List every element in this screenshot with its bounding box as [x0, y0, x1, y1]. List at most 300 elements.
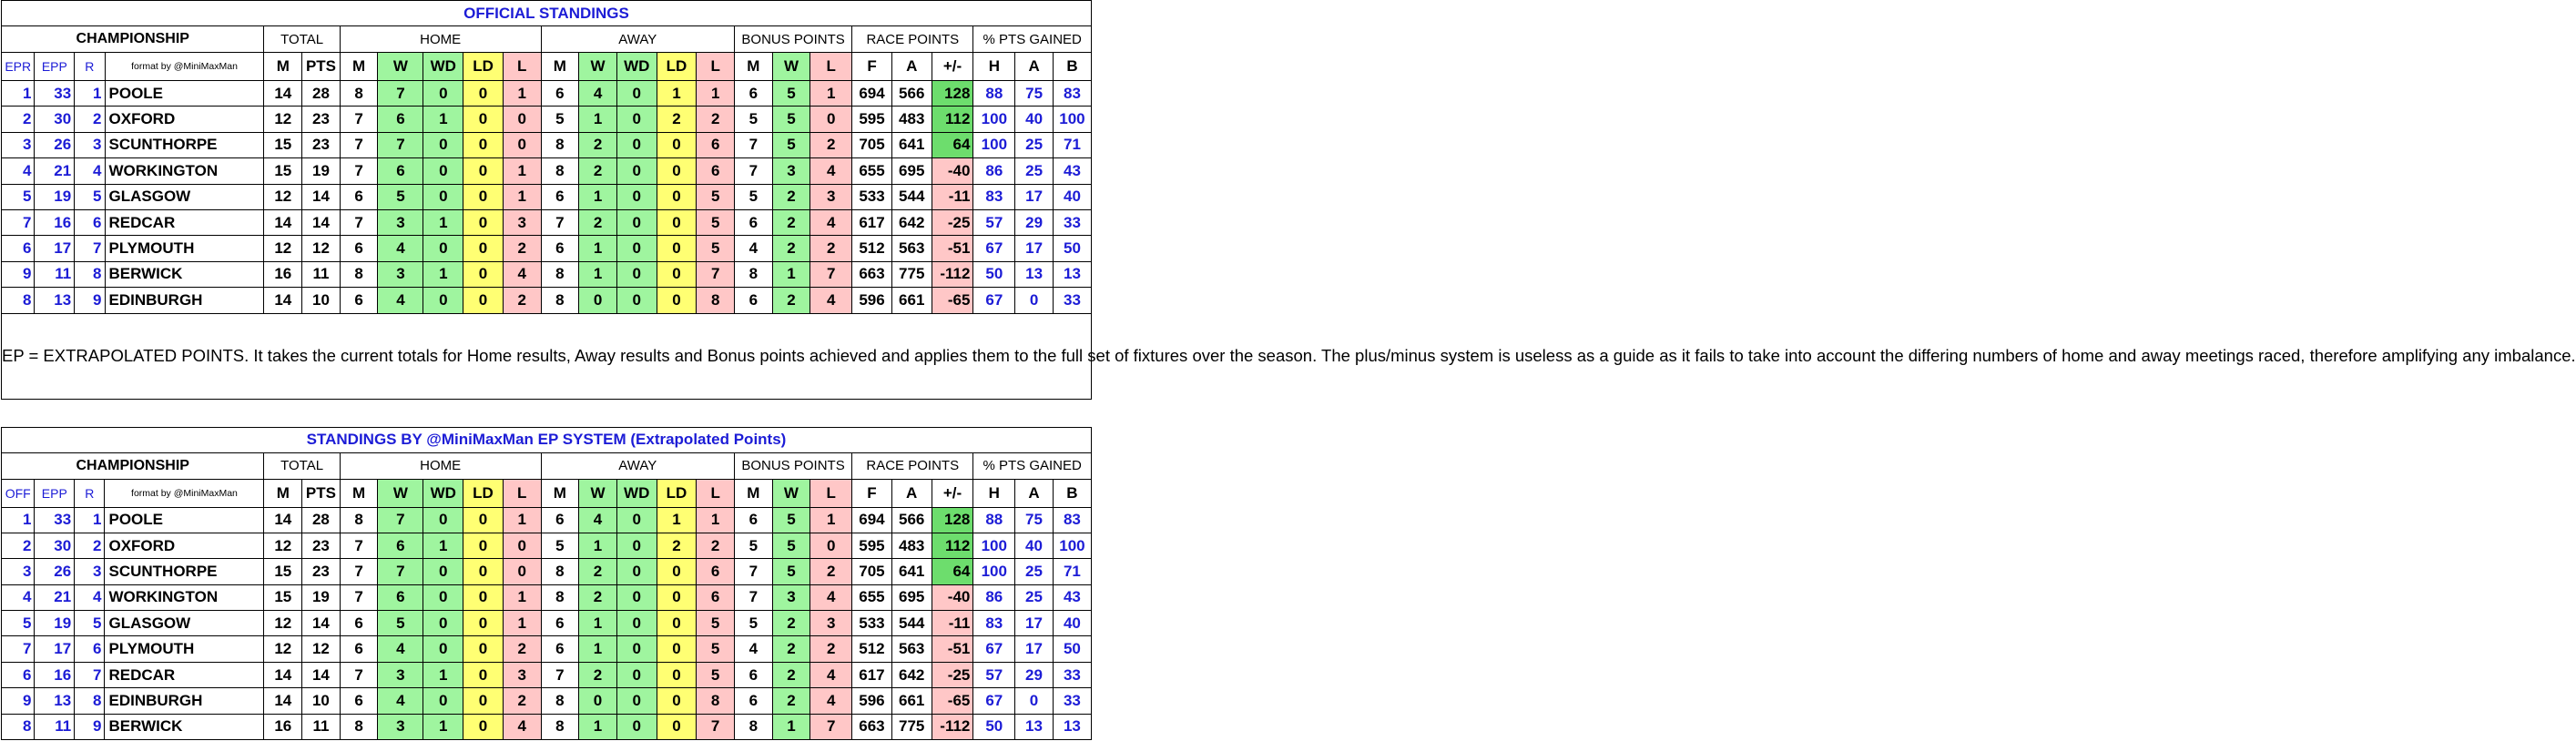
- cell: 0: [657, 236, 697, 261]
- cell: 12: [302, 236, 341, 261]
- cell: 0: [423, 611, 463, 636]
- cell: 100: [1053, 107, 1091, 132]
- cell: 71: [1053, 559, 1091, 584]
- cell: 2: [503, 236, 541, 261]
- cell: 8: [541, 559, 579, 584]
- column-header: F: [852, 53, 892, 81]
- cell: 43: [1053, 158, 1091, 184]
- cell: 544: [891, 611, 932, 636]
- cell: 0: [616, 261, 657, 287]
- cell: 2: [75, 107, 105, 132]
- cell: 6: [734, 507, 772, 533]
- cell: 2: [697, 533, 735, 558]
- cell: 23: [302, 533, 341, 558]
- header-championship: CHAMPIONSHIP: [2, 452, 264, 479]
- cell: 3: [378, 209, 423, 235]
- cell: 661: [891, 288, 932, 313]
- cell: 0: [810, 107, 852, 132]
- cell: 1: [810, 81, 852, 107]
- cell: 23: [302, 107, 341, 132]
- table-row: [2, 507, 1092, 533]
- cell: 3: [378, 662, 423, 687]
- cell: 15: [264, 132, 302, 157]
- cell: 2: [772, 688, 810, 714]
- cell: 6: [340, 236, 378, 261]
- cell: 3: [772, 584, 810, 610]
- cell: 3: [2, 132, 35, 157]
- cell: 17: [1015, 636, 1054, 662]
- cell: 1: [75, 81, 105, 107]
- cell: 6: [541, 184, 579, 209]
- cell: 2: [810, 636, 852, 662]
- cell: 6: [340, 636, 378, 662]
- cell: 7: [340, 209, 378, 235]
- team-name: OXFORD: [105, 533, 264, 558]
- cell: 512: [852, 636, 892, 662]
- header-away: AWAY: [541, 26, 734, 53]
- cell: 0: [579, 688, 617, 714]
- cell: 566: [891, 507, 932, 533]
- cell: 15: [264, 158, 302, 184]
- cell: 1: [697, 81, 735, 107]
- cell: 5: [697, 209, 735, 235]
- column-header: M: [541, 53, 579, 81]
- cell: 8: [75, 688, 105, 714]
- cell: 86: [973, 584, 1015, 610]
- cell: 7: [378, 132, 423, 157]
- cell: 11: [302, 714, 341, 739]
- team-name: WORKINGTON: [105, 584, 264, 610]
- cell: 1: [657, 507, 697, 533]
- cell: 67: [973, 236, 1015, 261]
- cell: 4: [2, 158, 35, 184]
- column-header: M: [264, 479, 302, 507]
- cell: 694: [852, 81, 892, 107]
- cell: 0: [463, 288, 504, 313]
- cell: 13: [1015, 714, 1054, 739]
- cell: 4: [810, 158, 852, 184]
- cell: 26: [35, 559, 75, 584]
- cell: 0: [616, 107, 657, 132]
- cell: 1: [503, 507, 541, 533]
- cell: 25: [1015, 584, 1054, 610]
- cell: 1: [579, 261, 617, 287]
- column-header: A: [1015, 479, 1054, 507]
- cell: 3: [810, 611, 852, 636]
- table-row: [2, 584, 1092, 610]
- cell: 33: [35, 81, 75, 107]
- table-row: [2, 158, 1092, 184]
- cell: -11: [932, 611, 973, 636]
- team-name: EDINBURGH: [105, 688, 264, 714]
- team-name: OXFORD: [105, 107, 264, 132]
- cell: 2: [810, 132, 852, 157]
- cell: 67: [973, 636, 1015, 662]
- cell: 641: [891, 559, 932, 584]
- cell: 0: [423, 584, 463, 610]
- cell: 655: [852, 584, 892, 610]
- cell: 1: [75, 507, 105, 533]
- column-header: WD: [616, 53, 657, 81]
- cell: 0: [463, 132, 504, 157]
- cell: 0: [503, 107, 541, 132]
- cell: 4: [810, 584, 852, 610]
- cell: 128: [932, 507, 973, 533]
- cell: 1: [2, 507, 35, 533]
- header-home: HOME: [340, 26, 541, 53]
- cell: 663: [852, 714, 892, 739]
- cell: 0: [423, 236, 463, 261]
- cell: 0: [616, 636, 657, 662]
- cell: 0: [463, 209, 504, 235]
- cell: 3: [378, 714, 423, 739]
- cell: 3: [503, 209, 541, 235]
- cell: 12: [264, 611, 302, 636]
- cell: 2: [75, 533, 105, 558]
- cell: 0: [616, 209, 657, 235]
- cell: 5: [697, 662, 735, 687]
- cell: 0: [423, 688, 463, 714]
- cell: 6: [378, 533, 423, 558]
- cell: 0: [463, 81, 504, 107]
- cell: 641: [891, 132, 932, 157]
- cell: 7: [340, 559, 378, 584]
- cell: 40: [1015, 107, 1054, 132]
- team-name: PLYMOUTH: [105, 236, 264, 261]
- cell: 1: [503, 584, 541, 610]
- team-name: POOLE: [105, 81, 264, 107]
- cell: 7: [734, 584, 772, 610]
- cell: 112: [932, 107, 973, 132]
- cell: 15: [264, 559, 302, 584]
- cell: 21: [35, 584, 75, 610]
- table-title: STANDINGS BY @MiniMaxMan EP SYSTEM (Extrapolated Points): [2, 427, 1092, 452]
- cell: 0: [1015, 688, 1054, 714]
- cell: 12: [264, 184, 302, 209]
- cell: 8: [541, 132, 579, 157]
- table-spacer: [0, 400, 1093, 427]
- table-row: [2, 81, 1092, 107]
- cell: 8: [541, 158, 579, 184]
- cell: 1: [423, 662, 463, 687]
- cell: 6: [378, 584, 423, 610]
- column-header: M: [734, 479, 772, 507]
- cell: 12: [264, 107, 302, 132]
- cell: 7: [340, 662, 378, 687]
- cell: 663: [852, 261, 892, 287]
- cell: 1: [657, 81, 697, 107]
- cell: 13: [1053, 714, 1091, 739]
- cell: 57: [973, 662, 1015, 687]
- cell: 100: [973, 107, 1015, 132]
- cell: 2: [2, 533, 35, 558]
- cell: 5: [772, 507, 810, 533]
- cell: 695: [891, 584, 932, 610]
- cell: 6: [697, 559, 735, 584]
- cell: 100: [973, 533, 1015, 558]
- cell: 6: [735, 81, 773, 107]
- cell: 0: [657, 611, 697, 636]
- cell: 14: [302, 662, 341, 687]
- cell: 1: [579, 714, 617, 739]
- cell: 4: [735, 236, 773, 261]
- team-name: REDCAR: [105, 209, 264, 235]
- table-row: [2, 688, 1092, 714]
- cell: 1: [423, 533, 463, 558]
- cell: 5: [2, 611, 35, 636]
- cell: 0: [657, 132, 697, 157]
- cell: 28: [302, 81, 341, 107]
- column-header: M: [340, 479, 378, 507]
- cell: 14: [264, 81, 302, 107]
- cell: 9: [2, 261, 35, 287]
- cell: 2: [503, 288, 541, 313]
- cell: 10: [302, 688, 341, 714]
- column-header: W: [378, 479, 423, 507]
- cell: 17: [35, 636, 75, 662]
- cell: 83: [973, 184, 1015, 209]
- cell: 16: [35, 209, 75, 235]
- cell: 11: [35, 714, 75, 739]
- table-row: [2, 636, 1092, 662]
- cell: 0: [810, 533, 852, 558]
- table-row: [2, 132, 1092, 157]
- cell: 40: [1015, 533, 1054, 558]
- cell: 5: [75, 611, 105, 636]
- cell: 30: [35, 533, 75, 558]
- cell: 7: [810, 714, 852, 739]
- cell: -25: [932, 662, 973, 687]
- cell: 2: [772, 636, 810, 662]
- cell: 100: [973, 132, 1015, 157]
- cell: 0: [616, 584, 657, 610]
- cell: 8: [75, 261, 105, 287]
- table-row: [2, 714, 1092, 739]
- cell: 12: [264, 636, 302, 662]
- cell: 5: [2, 184, 35, 209]
- cell: 6: [734, 688, 772, 714]
- cell: 23: [302, 132, 341, 157]
- cell: 100: [1053, 533, 1091, 558]
- table-row: [2, 261, 1092, 287]
- cell: 775: [891, 714, 932, 739]
- cell: 8: [340, 81, 378, 107]
- cell: 2: [579, 158, 617, 184]
- cell: 64: [932, 559, 973, 584]
- cell: -65: [932, 688, 973, 714]
- table-row: [2, 184, 1092, 209]
- cell: 6: [541, 236, 579, 261]
- cell: 0: [463, 107, 504, 132]
- cell: 4: [810, 288, 852, 313]
- cell: 2: [657, 533, 697, 558]
- cell: 6: [541, 507, 579, 533]
- cell: 7: [541, 662, 579, 687]
- cell: 14: [264, 688, 302, 714]
- cell: -112: [932, 714, 973, 739]
- cell: -11: [932, 184, 973, 209]
- cell: 6: [697, 158, 735, 184]
- cell: 1: [423, 107, 463, 132]
- cell: 0: [463, 507, 504, 533]
- cell: -40: [932, 584, 973, 610]
- cell: 0: [616, 714, 657, 739]
- cell: 67: [973, 688, 1015, 714]
- cell: 5: [541, 107, 579, 132]
- cell: 2: [2, 107, 35, 132]
- cell: 0: [423, 132, 463, 157]
- cell: -51: [932, 236, 973, 261]
- cell: 8: [2, 714, 35, 739]
- cell: 0: [463, 533, 504, 558]
- cell: 661: [891, 688, 932, 714]
- cell: 0: [423, 559, 463, 584]
- header-away: AWAY: [541, 452, 734, 479]
- header-bonus-points: BONUS POINTS: [735, 26, 852, 53]
- cell: -51: [932, 636, 973, 662]
- cell: 7: [378, 81, 423, 107]
- cell: 25: [1015, 158, 1054, 184]
- column-header: EPR: [2, 53, 35, 81]
- cell: 50: [1053, 636, 1091, 662]
- cell: 0: [616, 611, 657, 636]
- cell: 3: [810, 184, 852, 209]
- cell: 5: [735, 107, 773, 132]
- cell: 7: [734, 559, 772, 584]
- cell: 128: [932, 81, 973, 107]
- cell: 3: [75, 132, 105, 157]
- cell: 33: [1053, 209, 1091, 235]
- cell: 8: [2, 288, 35, 313]
- cell: -65: [932, 288, 973, 313]
- column-header: PTS: [302, 53, 341, 81]
- cell: 4: [75, 584, 105, 610]
- column-header: +/-: [932, 53, 973, 81]
- cell: 566: [891, 81, 932, 107]
- table-row: [2, 662, 1092, 687]
- team-name: EDINBURGH: [105, 288, 264, 313]
- cell: 6: [541, 636, 579, 662]
- cell: -40: [932, 158, 973, 184]
- column-header: R: [75, 53, 105, 81]
- cell: 2: [772, 236, 810, 261]
- cell: 9: [75, 288, 105, 313]
- cell: 655: [852, 158, 892, 184]
- cell: 8: [541, 261, 579, 287]
- cell: 6: [378, 158, 423, 184]
- cell: 705: [852, 559, 892, 584]
- cell: 43: [1053, 584, 1091, 610]
- cell: 0: [463, 636, 504, 662]
- cell: 2: [772, 662, 810, 687]
- header-total: TOTAL: [264, 26, 340, 53]
- cell: 5: [735, 184, 773, 209]
- team-name: POOLE: [105, 507, 264, 533]
- column-header: W: [772, 53, 810, 81]
- cell: 67: [973, 288, 1015, 313]
- cell: 8: [541, 584, 579, 610]
- cell: 33: [1053, 662, 1091, 687]
- cell: -112: [932, 261, 973, 287]
- cell: -25: [932, 209, 973, 235]
- cell: 4: [75, 158, 105, 184]
- column-header: EPP: [35, 479, 75, 507]
- cell: 4: [378, 636, 423, 662]
- cell: 4: [378, 236, 423, 261]
- cell: 1: [2, 81, 35, 107]
- team-name: GLASGOW: [105, 611, 264, 636]
- cell: 19: [35, 184, 75, 209]
- cell: 13: [1053, 261, 1091, 287]
- cell: 10: [302, 288, 341, 313]
- cell: 2: [503, 636, 541, 662]
- cell: 2: [579, 132, 617, 157]
- cell: 14: [302, 184, 341, 209]
- cell: 0: [616, 507, 657, 533]
- cell: 14: [302, 611, 341, 636]
- header-bonus-points: BONUS POINTS: [734, 452, 851, 479]
- cell: 5: [772, 533, 810, 558]
- cell: 5: [378, 184, 423, 209]
- cell: 0: [423, 507, 463, 533]
- cell: 6: [734, 662, 772, 687]
- cell: 0: [657, 158, 697, 184]
- cell: 595: [852, 533, 892, 558]
- cell: 75: [1015, 507, 1054, 533]
- column-header: WD: [423, 479, 463, 507]
- cell: 2: [579, 584, 617, 610]
- cell: 5: [378, 611, 423, 636]
- header-pct-gained: % PTS GAINED: [973, 26, 1092, 53]
- cell: 0: [463, 662, 504, 687]
- team-name: WORKINGTON: [105, 158, 264, 184]
- cell: 2: [772, 611, 810, 636]
- cell: 64: [932, 132, 973, 157]
- cell: 40: [1053, 611, 1091, 636]
- cell: 563: [891, 636, 932, 662]
- cell: 0: [423, 288, 463, 313]
- cell: 2: [772, 209, 810, 235]
- cell: 17: [35, 236, 75, 261]
- cell: 2: [579, 662, 617, 687]
- team-name: SCUNTHORPE: [105, 132, 264, 157]
- cell: 6: [340, 688, 378, 714]
- cell: 512: [852, 236, 892, 261]
- cell: 0: [616, 158, 657, 184]
- cell: 533: [852, 184, 892, 209]
- table-row: [2, 288, 1092, 313]
- cell: 7: [340, 584, 378, 610]
- cell: 11: [302, 261, 341, 287]
- cell: 0: [463, 714, 504, 739]
- column-header: L: [810, 53, 852, 81]
- team-name: PLYMOUTH: [105, 636, 264, 662]
- cell: 2: [810, 559, 852, 584]
- cell: 12: [264, 533, 302, 558]
- cell: 6: [75, 636, 105, 662]
- cell: 6: [340, 184, 378, 209]
- cell: 2: [810, 236, 852, 261]
- cell: 0: [657, 559, 697, 584]
- cell: 1: [579, 236, 617, 261]
- cell: 483: [891, 107, 932, 132]
- cell: 2: [772, 288, 810, 313]
- cell: 83: [1053, 81, 1091, 107]
- column-header: EPP: [35, 53, 75, 81]
- cell: 6: [340, 288, 378, 313]
- cell: 8: [340, 714, 378, 739]
- column-header: H: [973, 479, 1015, 507]
